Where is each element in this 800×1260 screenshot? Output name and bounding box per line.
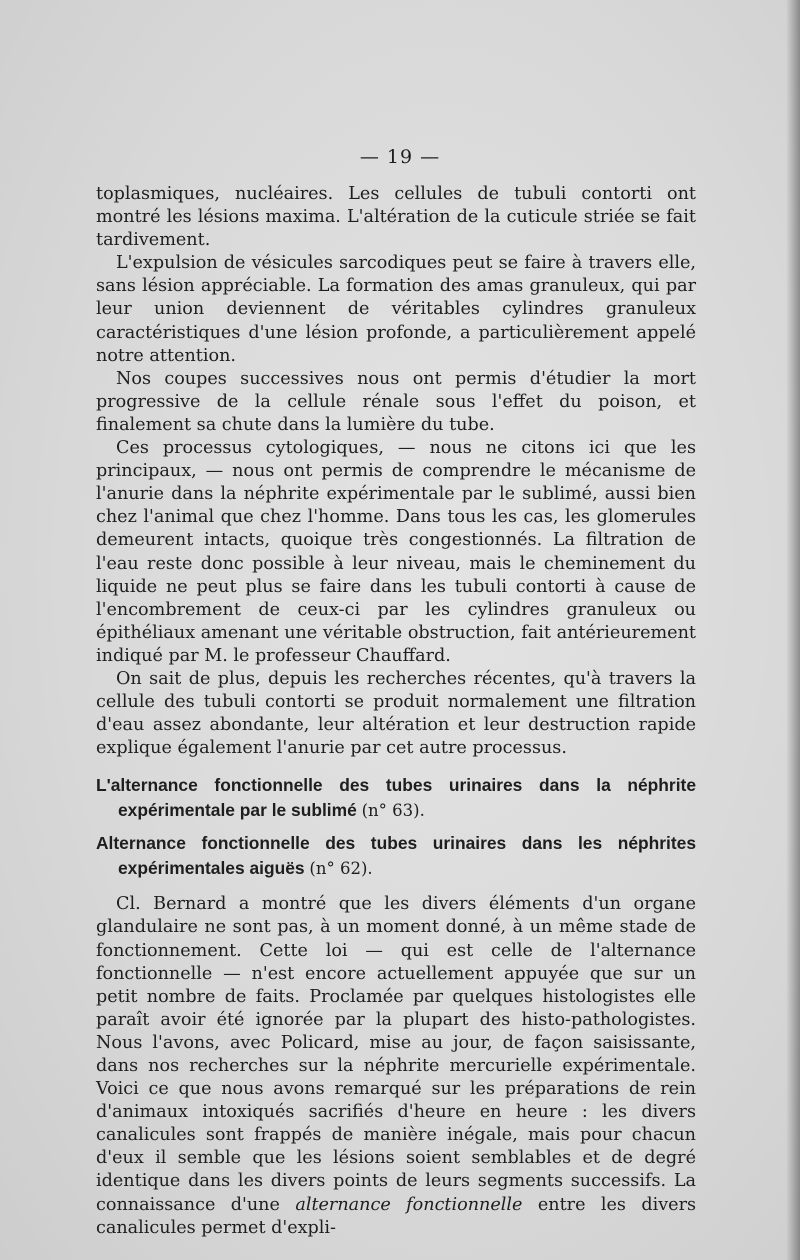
paragraph-3: Nos coupes successives nous ont permis d'étudier la mort progressive de la cellule rénale sous l'effet du poison, et finalement sa chute dans la lumière du tube. [96,368,696,435]
paragraph-4: Ces processus cytologiques, — nous ne citons ici que les principaux, — nous ont permis de comprendre le mécanisme de l'anurie dans la néphrite expérimentale par le sublimé, aussi bien chez l'animal que chez l'homme. Dans tous les cas, les glomerules demeurent intacts, quoique très congestionnés. La filtration de l'eau reste donc possible à leur niveau, mais le cheminement du liquide ne peut plus se faire dans les tubuli contorti à cause de l'encombrement de ceux-ci par les cylindres granuleux ou épithéliaux amenant une véritable obstruction, fait antérieurement indiqué par M. le professeur Chauffard. [96,438,696,666]
section-heading-2 [96,831,696,881]
section-heading-1-title: L'alternance fonctionnelle des tubes urinaires dans la néphrite expérimentale par le sublimé [96,775,696,821]
paragraph-6 [96,893,696,1239]
page-edge-shadow [786,0,800,1260]
section-heading-1-ref: (n° 63). [361,801,425,821]
section-heading-1 [96,773,696,823]
page-number: — 19 — [359,146,441,168]
paragraph-2: L'expulsion de vésicules sarcodiques peut se faire à travers elle, sans lésion appréciable. La formation des amas granuleux, qui par leur union deviennent de véritables cylindres granuleux caractéristiques d'une lésion profonde, a particulièrement appelé notre attention. [96,253,696,366]
paragraph-6-text: Cl. Bernard a montré que les divers éléments d'un organe glandulaire ne sont pas, à un moment donné, à un même stade de fonctionnement. Cette loi — qui est celle de l'alternance fonctionnelle — n'est encore actuellement appuyée que sur un petit nombre de faits. Proclamée par quelques histologistes elle paraît avoir été ignorée par la plupart des histo-pathologistes. Nous l'avons, avec Policard, mise au jour, de façon saisissante, dans nos recherches sur la néphrite mercurielle expérimentale. Voici ce que nous avons remarqué sur les préparations de rein d'animaux intoxiqués sacrifiés d'heure en heure : les divers canalicules sont frappés de manière inégale, mais pour chacun d'eux il semble que les lésions soient semblables et de degré identique dans les divers points de leurs segments successifs. La connaissance d'une [96,894,696,1215]
paragraph-1: toplasmiques, nucléaires. Les cellules de tubuli contorti ont montré les lésions maxima. L'altération de la cuticule striée se fait tardivement. [96,184,696,251]
section-heading-2-ref: (n° 62). [309,859,373,879]
paragraph-5: On sait de plus, depuis les recherches récentes, qu'à travers la cellule des tubuli contorti se produit normalement une filtration d'eau assez abondante, leur altération et leur destruction rapide explique également l'anurie par cet autre processus. [96,668,696,759]
paragraph-6-italic: alternance fonctionnelle [295,1194,523,1215]
paragraph-6-tail: entre les divers canalicules permet d'expli- [96,1194,697,1238]
body-text [96,183,696,1240]
section-heading-2-title: Alternance fonctionnelle des tubes urinaires dans les néphrites expérimentales aiguës [96,833,696,879]
